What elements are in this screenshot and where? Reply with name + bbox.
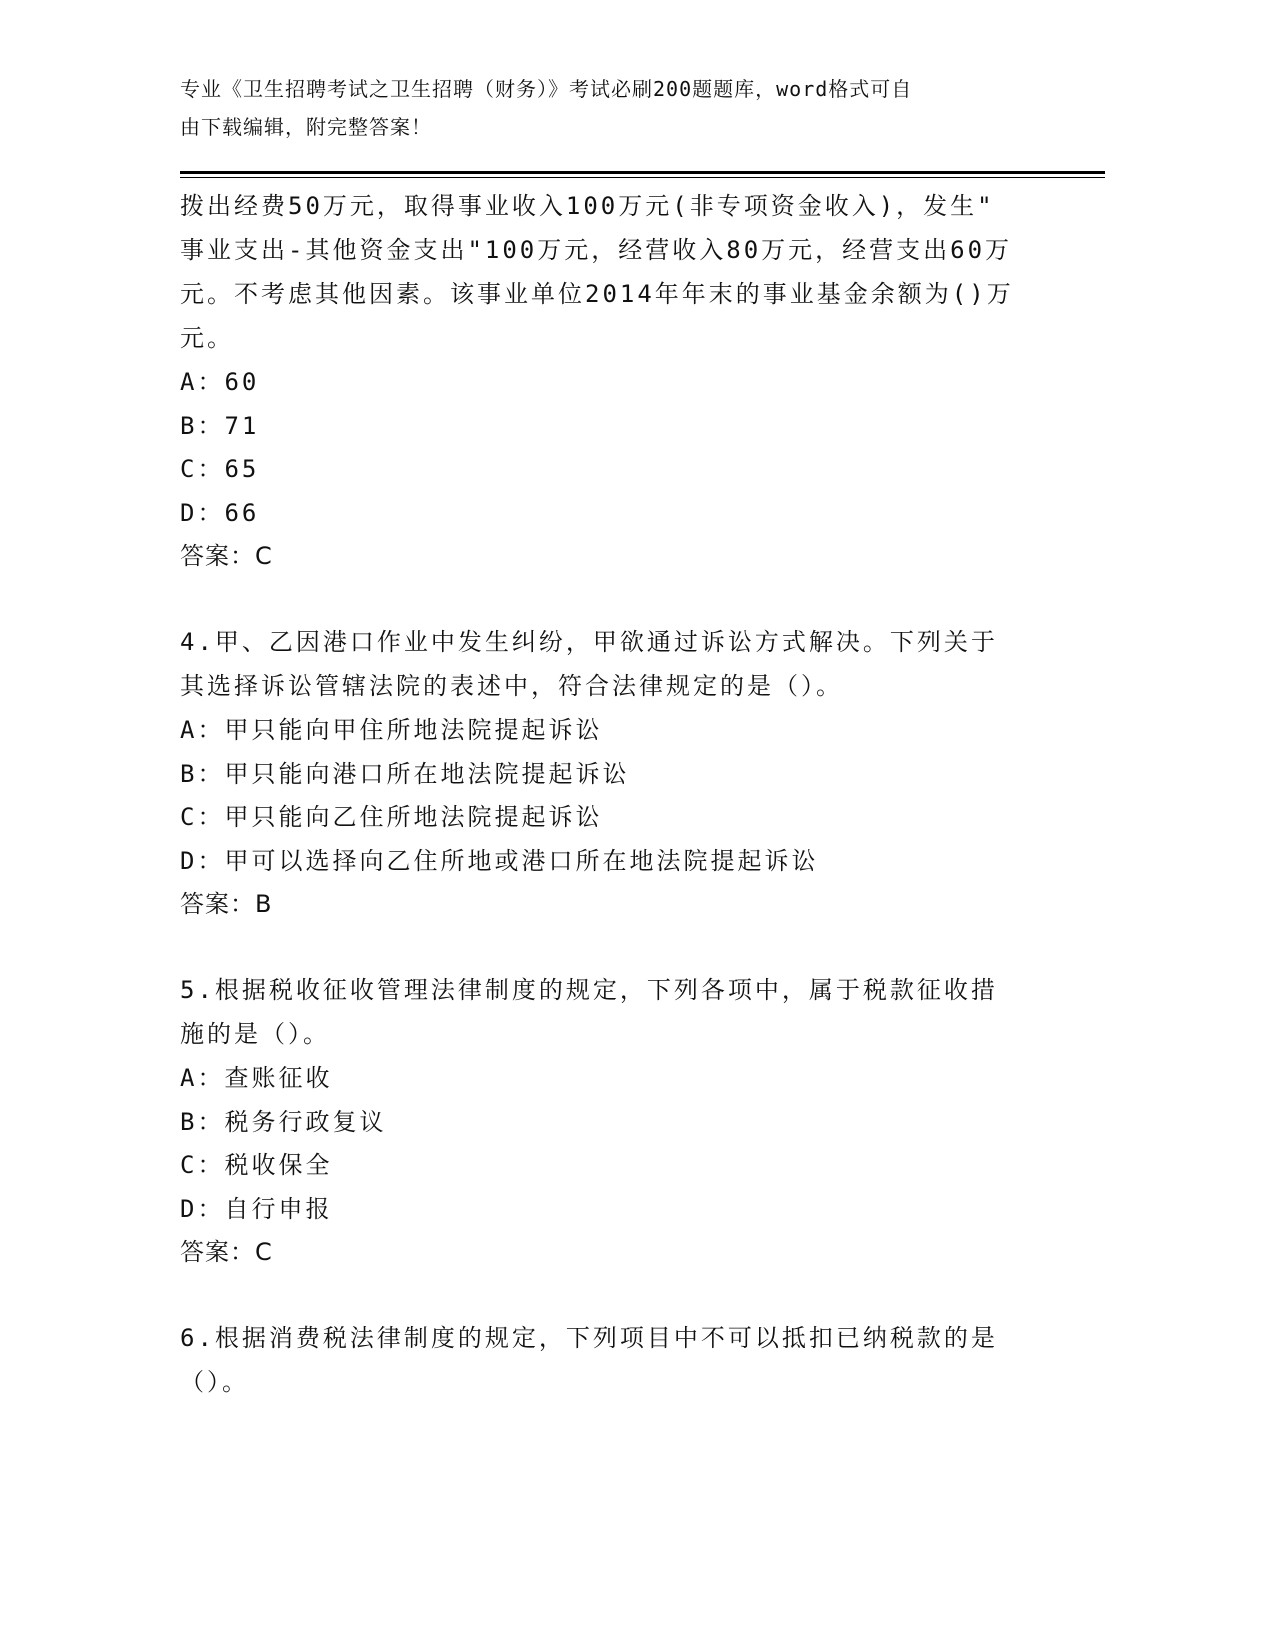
option-c: C：65 bbox=[180, 455, 260, 483]
option-b: B：税务行政复议 bbox=[180, 1108, 387, 1136]
question-text: 其选择诉讼管辖法院的表述中，符合法律规定的是（）。 bbox=[180, 672, 843, 700]
header-rule-thin bbox=[180, 177, 1105, 178]
question-text: 施的是（）。 bbox=[180, 1020, 330, 1048]
question-text: 元。 bbox=[180, 324, 234, 352]
option-a: A：甲只能向甲住所地法院提起诉讼 bbox=[180, 716, 603, 744]
question-text: 事业支出-其他资金支出"100万元，经营收入80万元，经营支出60万 bbox=[180, 236, 1013, 264]
option-b: B：71 bbox=[180, 412, 260, 440]
answer: 答案：C bbox=[180, 1238, 273, 1266]
header-rule-thick bbox=[180, 171, 1105, 174]
question-text: 元。不考虑其他因素。该事业单位2014年年末的事业基金余额为()万 bbox=[180, 280, 1014, 308]
question-text: 5.根据税收征收管理法律制度的规定，下列各项中，属于税款征收措 bbox=[180, 976, 998, 1004]
question-text: 6.根据消费税法律制度的规定，下列项目中不可以抵扣已纳税款的是 bbox=[180, 1324, 998, 1352]
question-text: 4.甲、乙因港口作业中发生纠纷，甲欲通过诉讼方式解决。下列关于 bbox=[180, 628, 998, 656]
option-c: C：甲只能向乙住所地法院提起诉讼 bbox=[180, 803, 603, 831]
document-header-line-2: 由下载编辑，附完整答案！ bbox=[180, 115, 432, 139]
option-d: D：66 bbox=[180, 499, 260, 527]
option-a: A：60 bbox=[180, 368, 260, 396]
option-d: D：自行申报 bbox=[180, 1195, 333, 1223]
answer: 答案：B bbox=[180, 890, 273, 918]
option-d: D：甲可以选择向乙住所地或港口所在地法院提起诉讼 bbox=[180, 847, 819, 875]
option-b: B：甲只能向港口所在地法院提起诉讼 bbox=[180, 760, 630, 788]
option-a: A：查账征收 bbox=[180, 1064, 333, 1092]
option-c: C：税收保全 bbox=[180, 1151, 333, 1179]
answer: 答案：C bbox=[180, 542, 273, 570]
question-text: （）。 bbox=[180, 1368, 249, 1396]
document-header-line-1: 专业《卫生招聘考试之卫生招聘（财务）》考试必刷200题题库，word格式可自 bbox=[180, 77, 913, 101]
question-text: 拨出经费50万元，取得事业收入100万元(非专项资金收入)，发生" bbox=[180, 192, 995, 220]
